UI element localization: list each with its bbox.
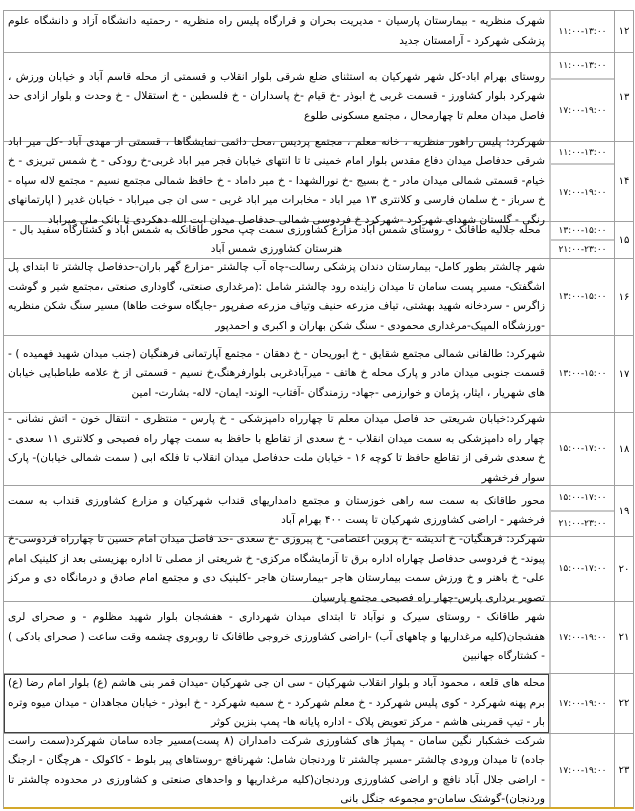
time-slot: ۱۱:۰۰-۱۳:۰۰ (558, 147, 607, 158)
area-description-text: روستای بهرام اباد-کل شهر شهرکیان به استثنای ضلع شرقی بلوار انقلاب و قسمتی از محله قاسم آباد و خیابان ورزش ، شهرکرد بلوار کشاورز - قسمت غربی خ ابوذر -خ قیام -خ پاسداران - خ فلسطین - خ استقلال - خ وحدت و بلوار ازادی حد فاصل میدان معلم تا چهارمحال ، مجتمع مسکونی طلوع (8, 70, 545, 122)
row-number: ۱۸ (614, 413, 633, 485)
time-slots (549, 11, 614, 52)
area-description (4, 53, 549, 141)
time-slots (549, 602, 614, 673)
time-slot: ۱۷:۰۰-۱۹:۰۰ (558, 698, 607, 709)
area-description (4, 486, 549, 536)
time-slots (549, 537, 614, 601)
row-number: ۲۲ (614, 674, 633, 733)
row-number: ۲۳ (614, 734, 633, 807)
area-description-text: شرکت خشکبار نگین سامان - پمپاژ های کشاورزی شرکت دامداران (۸ پست)مسیر جاده سامان شهرکرد(سمت راست جاده) تا میدان ورودی چالشتر -مسیر چالشتر تا وردنجان شامل: شهرنافچ -روستاهای پیر بلوط - کاکولک - هرچگان - ارجنگ - اراضی جلال آباد نافچ و اراضی کشاورزی وردنجان(کلیه مرغداریها و واحدهای صنعتی و کشاورزی در محدوده چالشتر تا وردنجان)-گوشتک سامان-و مجموعه جنگل بانی (8, 734, 545, 805)
time-slot: ۱۱:۰۰-۱۳:۰۰ (558, 26, 607, 37)
table-row (4, 533, 633, 604)
time-slot: ۱۵:۰۰-۱۷:۰۰ (558, 493, 607, 503)
table-row (4, 259, 633, 336)
time-slot: ۱۵:۰۰-۱۷:۰۰ (558, 564, 607, 574)
time-slot: ۱۷:۰۰-۱۹:۰۰ (551, 78, 614, 141)
area-description-text: شهرک منظریه - بیمارستان پارسیان - مدیریت بحران و قرارگاه پلیس راه منظریه - رحمتیه دانشگاه آزاد و دانشگاه علوم پزشکی شهرکرد - آرامستان جدید (8, 15, 545, 47)
table-row (4, 53, 633, 142)
area-description (4, 413, 549, 485)
table-row (4, 734, 633, 809)
time-slot: ۱۵:۰۰-۱۷:۰۰ (558, 444, 607, 454)
time-slots (549, 336, 614, 412)
time-slots (549, 53, 614, 141)
area-description (4, 336, 549, 412)
row-number: ۱۶ (614, 259, 633, 335)
area-description (4, 602, 549, 673)
time-slots (549, 734, 614, 807)
table-row (4, 135, 633, 226)
area-description-text: شهر چالشتر بطور کامل- بیمارستان دندان پزشکی رسالت-چاه آب چالشتر -مزارع گهر باران-حدفاصل چالشتر تا ابتدای پل اشگفتک- مسیر پست سامان تا میدان زاینده رود چالشتر شامل :(مرغداری صنعتی، گاوداری صنعتی ،مجتمع شیر و گوشت زاگرس - سردخانه شهید بهشتی، تیاف مزرعه حنیف وتیاف مزرعه صفرپور -جایگاه سوخت طاها) مسیر سنگ شکن منظریه -ورزشگاه المپیک-مرغداری محمودی - سنگ شکن بهاران و اکبری و احمدپور (8, 261, 545, 332)
row-number: ۱۹ (614, 486, 633, 536)
area-description-text: شهرکرد:خیابان شریعتی حد فاصل میدان معلم تا چهارراه دامپزشکی - خ پارس - منتظری - انتقال خون - اتش نشانی - چهار راه دامپزشکی به سمت میدان انقلاب - خ سعدی از تقاطع با حافظ به سمت چهار راه فصیحی و کلانتری ۱۱ سعدی - خ سعدی شرقی از تقاطع حافظ تا کوچه ۱۶ - خیابان ملت حدفاصل میدان انقلاب تا فلکه ابی ( سمت شمالی خیابان)- پارک سوار فرخشهر (8, 413, 545, 484)
table-row (4, 336, 633, 413)
time-slots (549, 142, 614, 221)
row-number: ۲۱ (614, 602, 633, 673)
area-description-text: شهرکرد: پلیس راهور منظریه ، خانه معلم ، مجتمع پردیس ،محل دائمی نمایشگاها ، قسمتی از مهدی آباد -کل میر اباد شرقی حدفاصل میدان دفاع مقدس بلوار امام خمینی تا تا انتهای خیابان فجر میر اباد غربی-خ رودکی - خ شمس تبریزی - خ خیام- قسمتی شمالی میدان مادر - خ بسیج -خ نورالشهدا - خ میر داماد - خ حافظ شمالی مجتمع نسیم - مجتمع لاله سپاه - خ سرباز - خ سلمان فارسی و کلانتری ۱۳ میر اباد - مخابرات میر اباد غربی - سی ان جی میراباد - خیابان غدیر ( اپارتمانهای رنگی - گلستان شهدای شهرکرد -شهرکرد خ فردوسی شمالی حدفاصل میدان ایت الله دهکردی تا بانک ملی میراباد (8, 135, 545, 226)
time-slots (549, 259, 614, 335)
table-row (4, 602, 633, 674)
time-slot: ۲۱:۰۰-۲۳:۰۰ (551, 239, 614, 258)
area-description-text: محور طاقانک به سمت سه راهی خوزستان و مجتمع دامداریهای قنداب شهرکیان و مزارع کشاورزی قنداب به سمت فرخشهر - اراضی کشاورزی شهرکیان تا پست ۴۰۰ بهرام آباد (8, 494, 545, 526)
time-slot: ۱۱:۰۰-۱۳:۰۰ (558, 60, 607, 71)
time-slot: ۲۱:۰۰-۲۳:۰۰ (551, 510, 614, 536)
row-number: ۱۳ (614, 53, 633, 141)
row-number: ۱۲ (614, 11, 633, 52)
area-description (4, 734, 549, 807)
time-slot: ۱۷:۰۰-۱۹:۰۰ (558, 632, 607, 643)
area-description (4, 135, 549, 226)
row-number: ۱۵ (614, 222, 633, 258)
row-number: ۲۰ (614, 537, 633, 601)
area-description-text: محله جلالیه طاقانک - روستای شمس آباد مزارع کشاورزی سمت چپ محور طاقانک به شمس آباد و کشتارگاه سفید بال - هنرستان کشاورزی شمس آباد (12, 223, 541, 255)
outage-schedule-table (3, 10, 634, 809)
time-slot: ۱۳:۰۰-۱۵:۰۰ (558, 292, 607, 302)
time-slots (549, 486, 614, 536)
table-row (4, 11, 633, 53)
area-description (4, 259, 549, 335)
time-slot: ۱۳:۰۰-۱۵:۰۰ (558, 225, 607, 236)
area-description-text: محله های قلعه ، محمود آباد و بلوار انقلاب شهرکیان - سی ان جی شهرکیان -میدان قمر بنی هاشم (ع) بلوار امام رضا (ع) برم پهنه شهرکرد - کوی پلیس شهرکرد - خ معلم شهرکرد - خ سمیه شهرکرد - خ ابوذر - خیابان مجاهدان - میدان میوه وتره بار - تیپ قمربنی هاشم - مرکز تعویض پلاک - اداره پایانه ها- پمپ بنزین کوثر (8, 677, 545, 729)
table-row (4, 674, 633, 734)
time-slot: ۱۷:۰۰-۱۹:۰۰ (551, 163, 614, 221)
area-description (4, 11, 549, 52)
time-slots (549, 413, 614, 485)
area-description (4, 222, 549, 258)
area-description (4, 674, 549, 733)
time-slots (549, 674, 614, 733)
area-description-text: شهر طاقانک - روستای سیرک و نوآباد تا ابتدای میدان شهرداری - هفشجان بلوار شهید مظلوم - و صحرای لری هفشجان(کلیه مرغداریها و چاههای آب) -اراضی کشاورزی خروجی طاقانک تا روبروی چشمه وقت ساعت ( صحرای بادکی ) - کشتارگاه جهانبین (8, 611, 545, 663)
area-description-text: شهرکرد: فرهنگیان- خ اندیشه -خ پروین اعتصامی- خ پیروزی -خ سعدی -حد فاصل میدان امام حسین تا چهارراه فردوسی-خ پیوند- خ فردوسی حدفاصل چهاراه اداره برق تا آزمایشگاه مرکزی- خ شریعتی از مصلی تا اداره بهزیستی بعد از کلینیک امام علی- خ باهنر و خ ورزش سمت بیمارستان هاجر -بیمارستان هاجر -کلینیک دی و مجتمع امام صادق و درمانگاه دی و مرکز تصویر برداری پارس-چهار راه فصیحی مجتمع پارسیان (8, 533, 545, 604)
row-number: ۱۷ (614, 336, 633, 412)
table-row (4, 222, 633, 259)
time-slot: ۱۳:۰۰-۱۵:۰۰ (558, 369, 607, 379)
row-number: ۱۴ (614, 142, 633, 221)
time-slot: ۱۷:۰۰-۱۹:۰۰ (558, 765, 607, 776)
table-row (4, 413, 633, 486)
area-description-text: شهرکرد: طالقانی شمالی مجتمع شقایق - خ ابوریحان - خ دهقان - مجتمع آپارتمانی فرهنگیان (جنب میدان شهید فهمیده ) - قسمت جنوبی میدان مادر و پارک محله خ هاتف - میرآبادغربی بلوارفرهنگ،خ نسیم - قسمتی از خ علامه طباطبایی خیابان های شهریار ، ایثار، پژمان و خوارزمی -جهاد- رزمندگان -آفتاب- الوند- ایمان- لاله- بشارت- امین (8, 347, 545, 399)
time-slots (549, 222, 614, 258)
area-description (4, 533, 549, 604)
